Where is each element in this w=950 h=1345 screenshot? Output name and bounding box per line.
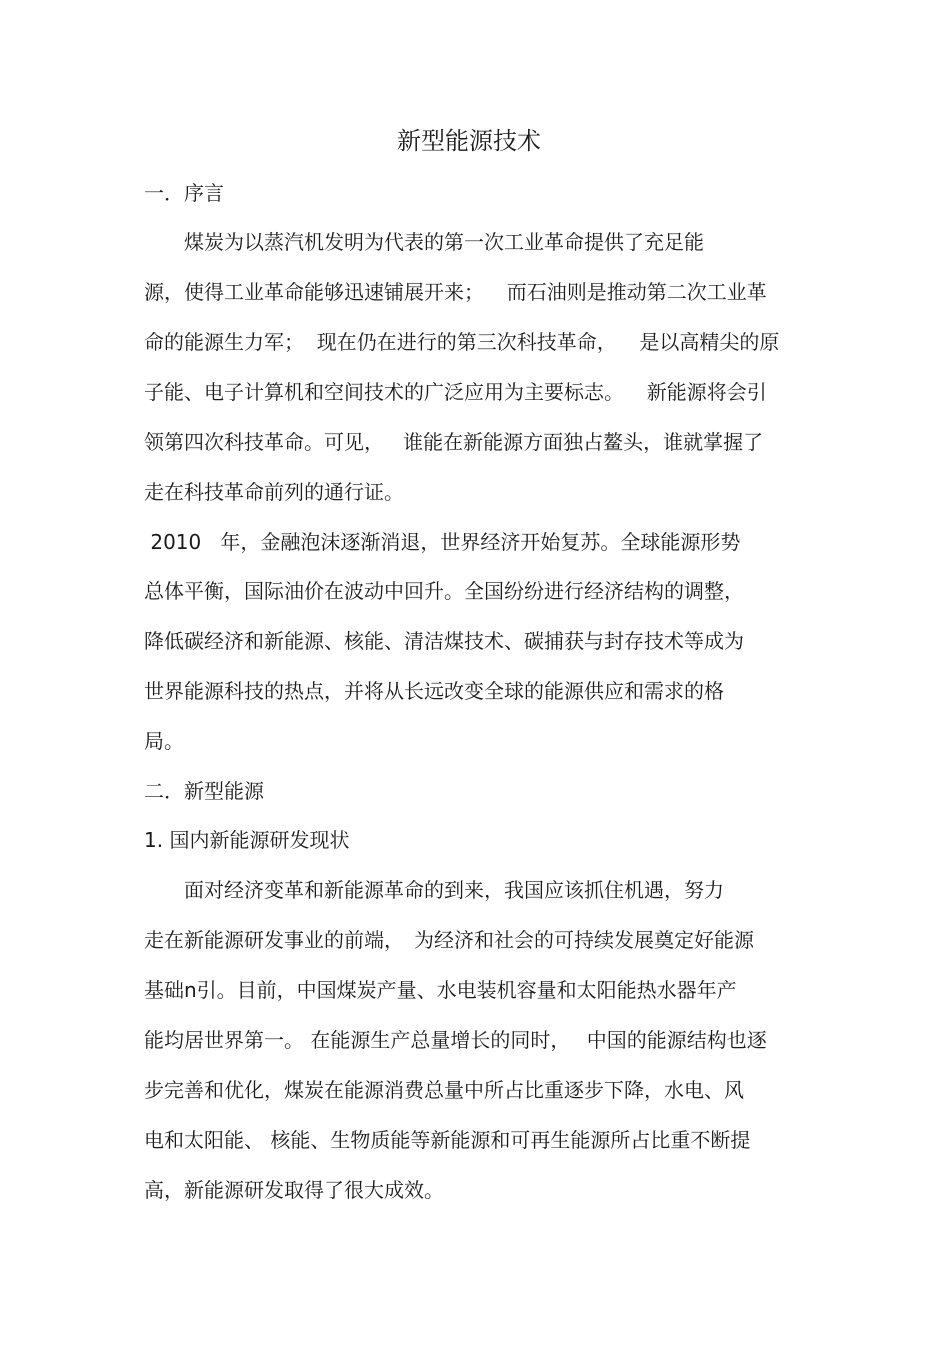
section-heading-preface: 一．序言 bbox=[144, 181, 224, 205]
section-heading-new-energy: 二．新型能源 bbox=[144, 779, 264, 803]
paragraph-line: 高，新能源研发取得了很大成效。 bbox=[144, 1178, 444, 1202]
paragraph-line: 基础n引。目前，中国煤炭产量、水电装机容量和太阳能热水器年产 bbox=[144, 978, 737, 1002]
paragraph-line: 走在科技革命前列的通行证。 bbox=[144, 480, 404, 504]
paragraph-line: 走在新能源研发事业的前端， 为经济和社会的可持续发展奠定好能源 bbox=[144, 928, 754, 952]
paragraph-line: 领第四次科技革命。可见， 谁能在新能源方面独占鳌头，谁就掌握了 bbox=[144, 430, 764, 454]
paragraph-line: 局。 bbox=[144, 729, 184, 753]
subsection-heading-domestic-status: 1. 国内新能源研发现状 bbox=[144, 828, 350, 852]
paragraph-line: 电和太阳能、 核能、生物质能等新能源和可再生能源所占比重不断提 bbox=[144, 1128, 751, 1152]
paragraph-line: 降低碳经济和新能源、核能、清洁煤技术、碳捕获与封存技术等成为 bbox=[144, 629, 744, 653]
paragraph-line: 命的能源生力军； 现在仍在进行的第三次科技革命， 是以高精尖的原 bbox=[144, 330, 780, 354]
paragraph-line: 世界能源科技的热点，并将从长远改变全球的能源供应和需求的格 bbox=[144, 679, 724, 703]
paragraph-line: 步完善和优化，煤炭在能源消费总量中所占比重逐步下降，水电、风 bbox=[144, 1078, 744, 1102]
paragraph-line: 源，使得工业革命能够迅速铺展开来； 而石油则是推动第二次工业革 bbox=[144, 280, 767, 304]
paragraph-line: 子能、电子计算机和空间技术的广泛应用为主要标志。 新能源将会引 bbox=[144, 380, 767, 404]
paragraph-line: 能均居世界第一。 在能源生产总量增长的同时， 中国的能源结构也逐 bbox=[144, 1028, 767, 1052]
document-title-text: 新型能源技术 bbox=[397, 127, 541, 155]
paragraph-line: 煤炭为以蒸汽机发明为代表的第一次工业革命提供了充足能 bbox=[144, 230, 704, 254]
paragraph-line: 2010 年，金融泡沫逐渐消退，世界经济开始复苏。全球能源形势 bbox=[144, 530, 741, 554]
document-title bbox=[0, 126, 950, 156]
paragraph-line: 面对经济变革和新能源革命的到来，我国应该抓住机遇，努力 bbox=[144, 878, 724, 902]
paragraph-line: 总体平衡，国际油价在波动中回升。全国纷纷进行经济结构的调整， bbox=[144, 579, 744, 603]
